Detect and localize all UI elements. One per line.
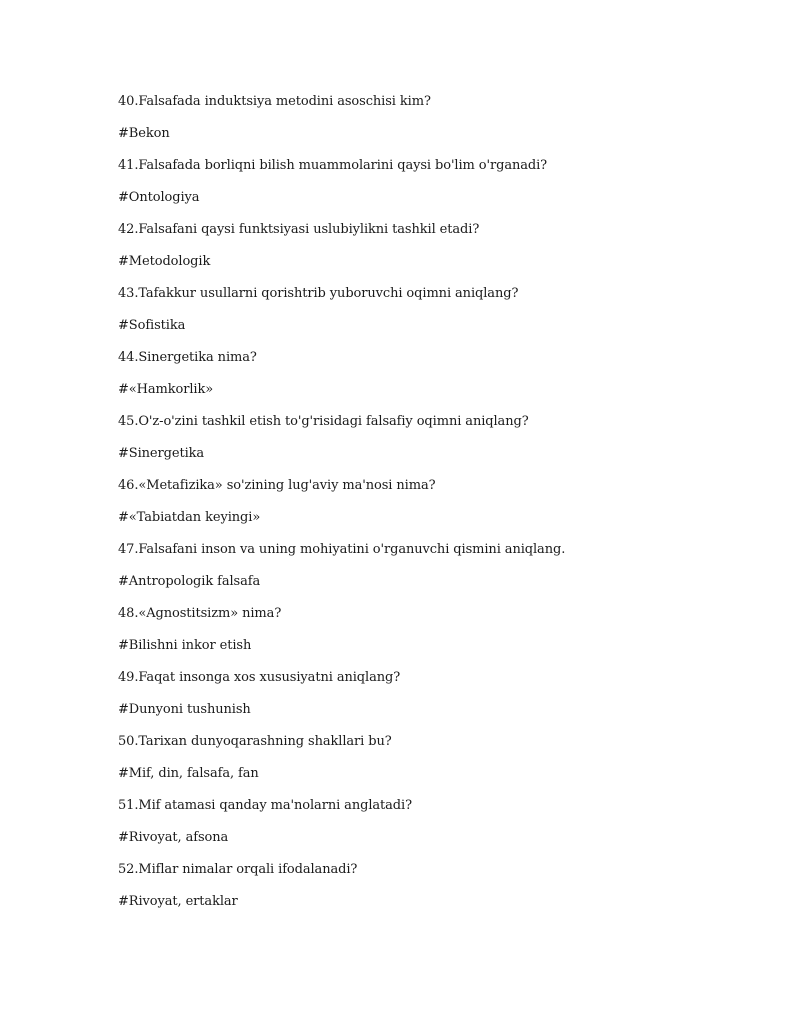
answer-52: #Rivoyat, ertaklar	[118, 894, 238, 909]
question-40: 40.Falsafada induktsiya metodini asoschisi kim?	[118, 94, 431, 109]
answer-50: #Mif, din, falsafa, fan	[118, 766, 259, 781]
answer-43: #Sofistika	[118, 318, 186, 333]
question-45: 45.O'z-o'zini tashkil etish to'g'risidagi falsafiy oqimni aniqlang?	[118, 414, 529, 429]
answer-45: #Sinergetika	[118, 446, 205, 461]
answer-48: #Bilishni inkor etish	[118, 638, 252, 653]
question-41: 41.Falsafada borliqni bilish muammolarini qaysi bo'lim o'rganadi?	[118, 158, 548, 173]
question-51: 51.Mif atamasi qanday ma'nolarni anglatadi?	[118, 798, 412, 813]
answer-51: #Rivoyat, afsona	[118, 830, 229, 845]
answer-49: #Dunyoni tushunish	[118, 702, 251, 717]
question-44: 44.Sinergetika nima?	[118, 350, 257, 365]
question-43: 43.Tafakkur usullarni qorishtrib yuboruvchi oqimni aniqlang?	[118, 286, 519, 301]
question-42: 42.Falsafani qaysi funktsiyasi uslubiylikni tashkil etadi?	[118, 222, 480, 237]
answer-40: #Bekon	[118, 126, 170, 141]
question-48: 48.«Agnostitsizm» nima?	[118, 606, 282, 621]
answer-41: #Ontologiya	[118, 190, 200, 205]
question-50: 50.Tarixan dunyoqarashning shakllari bu?	[118, 734, 392, 749]
answer-46: #«Tabiatdan keyingi»	[118, 510, 261, 525]
question-47: 47.Falsafani inson va uning mohiyatini o'rganuvchi qismini aniqlang.	[118, 542, 566, 557]
question-answer-list	[118, 92, 738, 924]
question-49: 49.Faqat insonga xos xususiyatni aniqlang?	[118, 670, 401, 685]
answer-47: #Antropologik falsafa	[118, 574, 261, 589]
question-52: 52.Miflar nimalar orqali ifodalanadi?	[118, 862, 358, 877]
answer-42: #Metodologik	[118, 254, 211, 269]
answer-44: #«Hamkorlik»	[118, 382, 214, 397]
question-46: 46.«Metafizika» so'zining lug'aviy ma'nosi nima?	[118, 478, 436, 493]
